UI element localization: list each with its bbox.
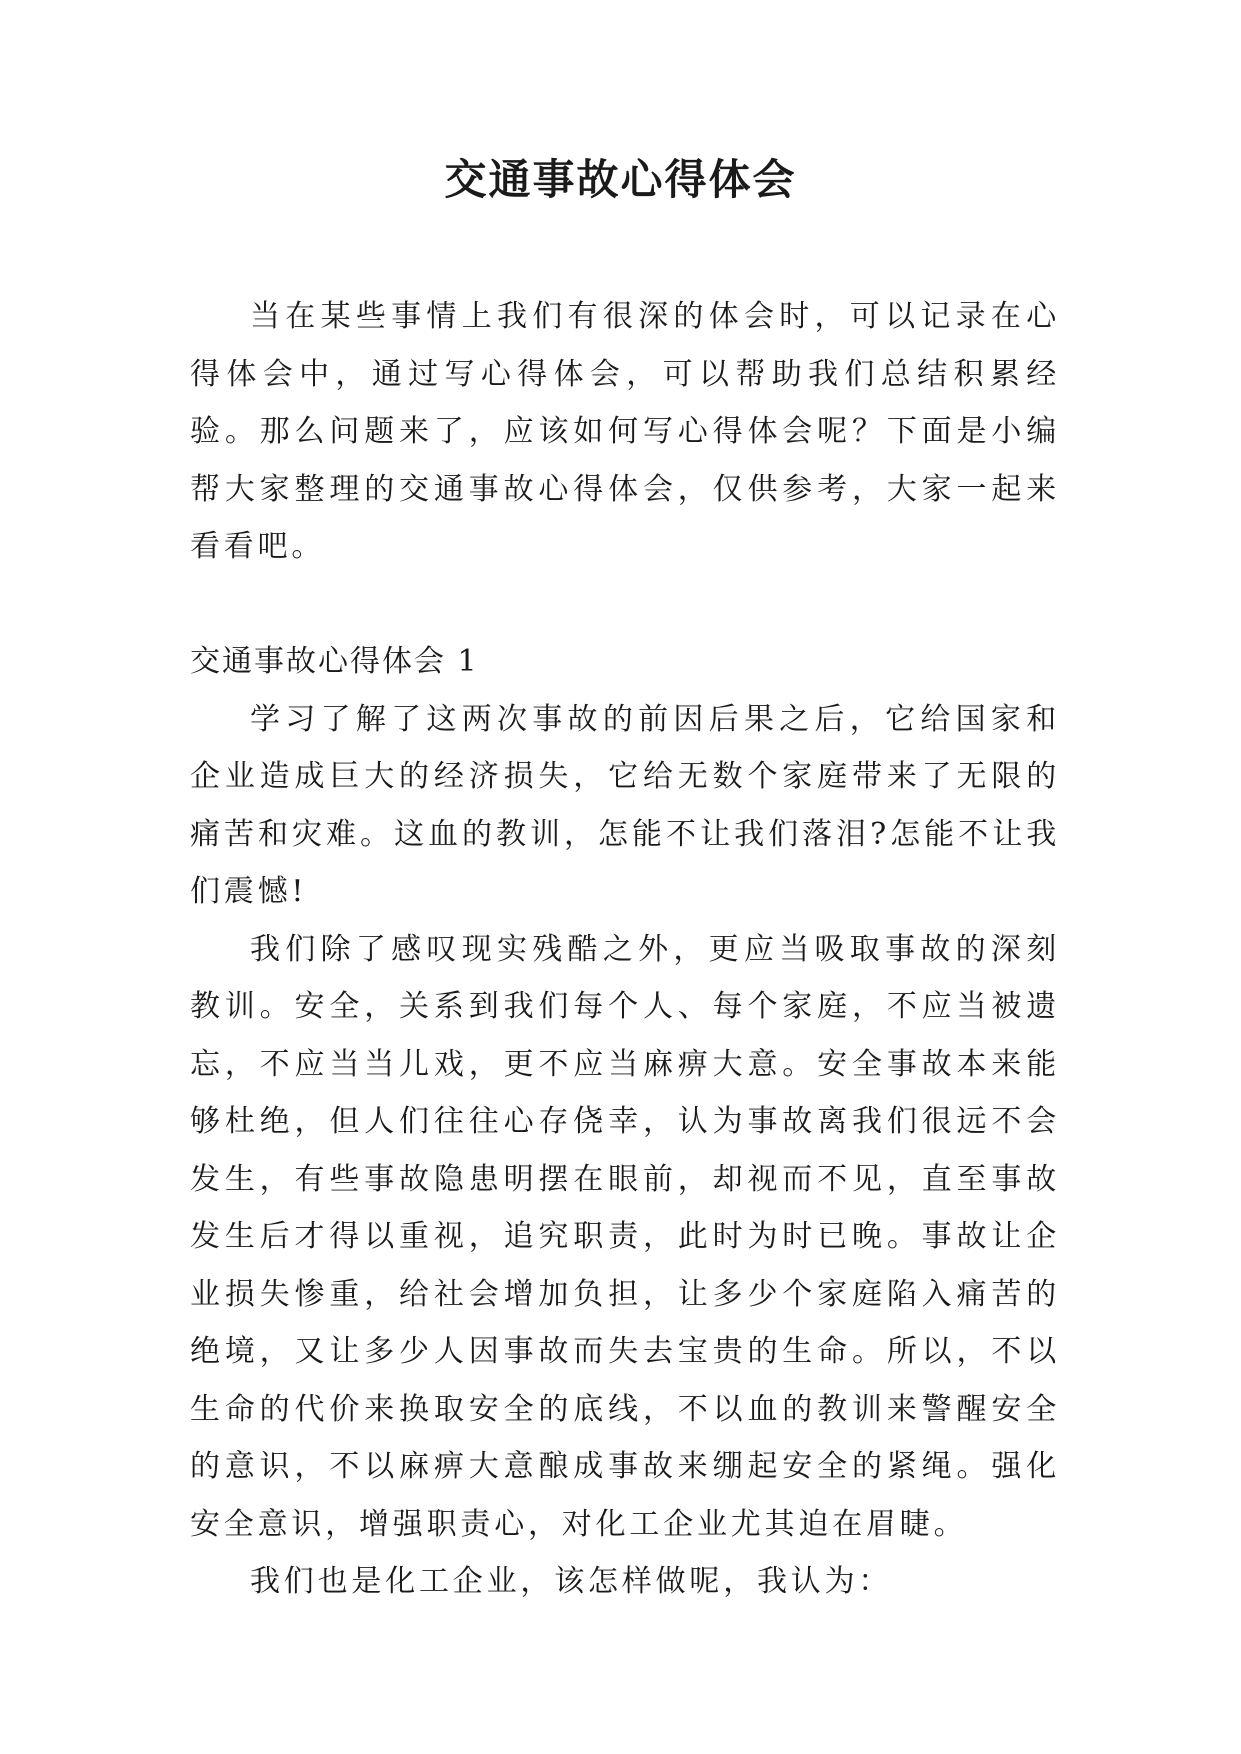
body-paragraph: 我们也是化工企业，该怎样做呢，我认为： xyxy=(250,1564,893,1599)
body-paragraph: 我们除了感叹现实残酷之外，更应当吸取事故的深刻教训。安全，关系到我们每个人、每个家庭，不应当被遗忘，不应当当儿戏，更不应当麻痹大意。安全事故本来能够杜绝，但人们往往心存侥幸，认为事故离我们很远不会发生，有些事故隐患明摆在眼前，却视而不见，直至事故发生后才得以重视，追究职责，此时为时已晚。事故让企业损失惨重，给社会增加负担，让多少个家庭陷入痛苦的绝境，又让多少人因事故而失去宝贵的生命。所以，不以生命的代价来换取安全的底线，不以血的教训来警醒安全的意识，不以麻痹大意酿成事故来绷起安全的紧绳。强化安全意识，增强职责心，对化工企业尤其迫在眉睫。 xyxy=(190,931,1060,1542)
body-paragraph: 学习了解了这两次事故的前因后果之后，它给国家和企业造成巨大的经济损失，它给无数个家庭带来了无限的痛苦和灾难。这血的教训，怎能不让我们落泪?怎能不让我们震憾! xyxy=(190,701,1060,909)
document-title: 交通事故心得体会 xyxy=(444,155,797,204)
intro-paragraph: 当在某些事情上我们有很深的体会时，可以记录在心得体会中，通过写心得体会，可以帮助我们总结积累经验。那么问题来了，应该如何写心得体会呢？下面是小编帮大家整理的交通事故心得体会，仅供参考，大家一起来看看吧。 xyxy=(190,299,1060,564)
paragraph-spacer xyxy=(190,576,1060,634)
document-body xyxy=(190,288,1060,1611)
section-heading: 交通事故心得体会 1 xyxy=(190,644,479,679)
